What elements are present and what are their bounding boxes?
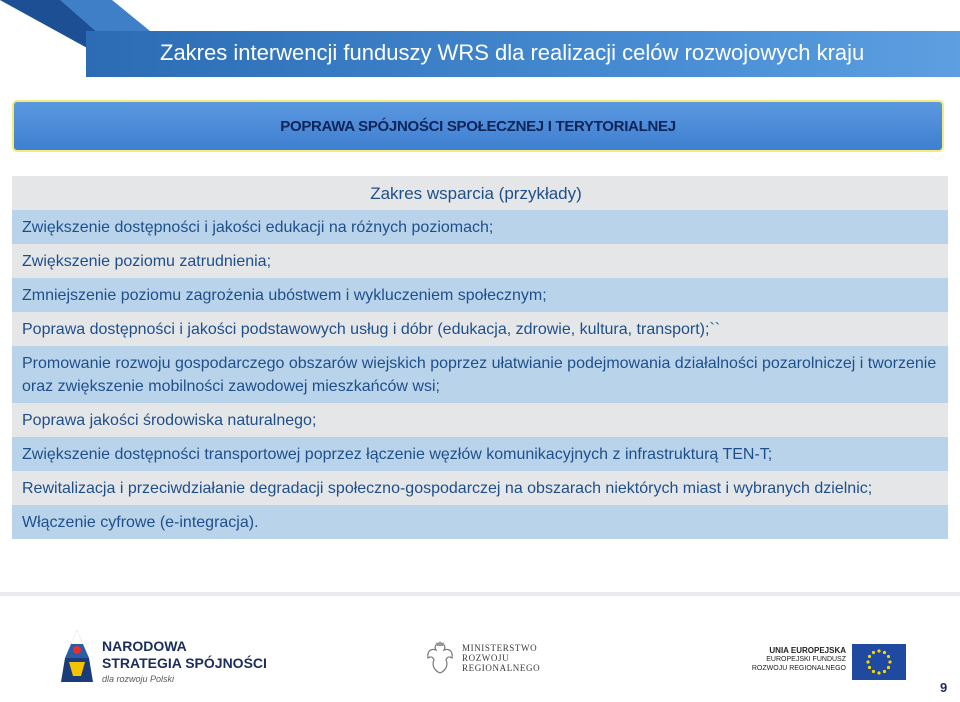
table-row: Zmniejszenie poziomu zagrożenia ubóstwem i wykluczeniem społecznym;	[12, 278, 948, 312]
ue-line3: ROZWOJU REGIONALNEGO	[751, 665, 846, 672]
table-row: Zwiększenie poziomu zatrudnienia;	[12, 244, 948, 278]
table-row: Zwiększenie dostępności i jakości edukacji na różnych poziomach;	[12, 210, 948, 244]
nss-line1: NARODOWA	[102, 638, 187, 654]
nss-logo-icon	[55, 628, 99, 684]
table-row: Rewitalizacja i przeciwdziałanie degradacji społeczno-gospodarczej na obszarach niektórych miast i wybranych dzielnic;	[12, 471, 948, 505]
eu-flag-icon	[852, 644, 906, 680]
polish-eagle-icon	[424, 640, 456, 676]
ue-line1: UNIA EUROPEJSKA	[769, 646, 846, 655]
table-row: Zwiększenie dostępności transportowej poprzez łączenie węzłów komunikacyjnych z infrastrukturą TEN-T;	[12, 437, 948, 471]
slide-title: Zakres interwencji funduszy WRS dla realizacji celów rozwojowych kraju	[160, 40, 865, 65]
ministry-line3: REGIONALNEGO	[462, 663, 541, 673]
section-banner	[12, 100, 944, 152]
footer-divider	[0, 592, 960, 596]
ministry-logo-text	[462, 643, 540, 673]
ue-line2: EUROPEJSKI FUNDUSZ	[766, 656, 846, 663]
ministry-line1: MINISTERSTWO	[462, 643, 538, 653]
nss-line2: STRATEGIA SPÓJNOŚCI	[102, 655, 267, 671]
nss-logo-text	[102, 638, 267, 672]
support-scope-table	[12, 176, 948, 539]
table-header: Zakres wsparcia (przykłady)	[12, 176, 948, 210]
nss-subtitle: dla rozwoju Polski	[102, 674, 175, 684]
table-row: Promowanie rozwoju gospodarczego obszarów wiejskich poprzez ułatwianie podejmowania działalności pozarolniczej i tworzenie oraz zwiększenie mobilności zawodowej mieszkańców wsi;	[12, 346, 948, 403]
table-row: Poprawa dostępności i jakości podstawowych usług i dóbr (edukacja, zdrowie, kultura, transport);``	[12, 312, 948, 346]
table-row: Włączenie cyfrowe (e-integracja).	[12, 505, 948, 539]
ministry-line2: ROZWOJU	[462, 653, 510, 663]
table-row: Poprawa jakości środowiska naturalnego;	[12, 403, 948, 437]
page-number: 9	[940, 680, 948, 695]
eu-logo-text	[730, 646, 846, 673]
section-title: POPRAWA SPÓJNOŚCI SPOŁECZNEJ I TERYTORIALNEJ	[280, 118, 676, 135]
